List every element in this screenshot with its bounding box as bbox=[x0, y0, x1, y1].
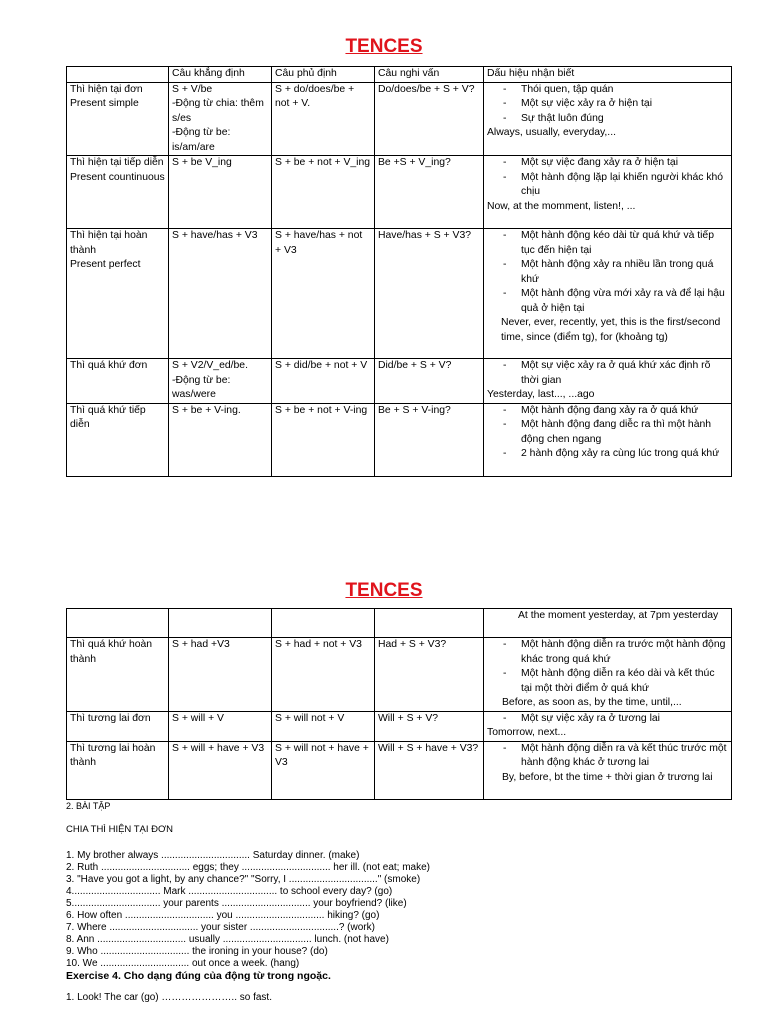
table-header-row bbox=[67, 67, 732, 83]
signals-cell bbox=[484, 359, 732, 404]
tense-name-cell bbox=[67, 711, 169, 741]
tense-name-cell-line: Thì hiện tại tiếp diễn bbox=[70, 157, 164, 168]
affirmative-cell-line: S + will + V bbox=[172, 712, 224, 724]
exercise-4-item: 1. Look! The car (go) ………………….. so fast. bbox=[66, 992, 272, 1003]
exercise-item: 3. "Have you got a light, by any chance?" "Sorry, I ................................" (smoke) bbox=[66, 874, 421, 885]
usage-item: - Một hành động diễn ra kéo dài và kết thúc tại một thời điểm ở quá khứ bbox=[521, 667, 728, 696]
negative-cell-line: S + be + not + V_ing bbox=[275, 157, 371, 168]
signal-words: Yesterday, last..., ...ago bbox=[487, 389, 595, 400]
affirmative-cell-line: -Động từ be: is/am/are bbox=[172, 127, 231, 153]
exercise-item: 6. How often ................................ you ................................ hiking? (go) bbox=[66, 910, 380, 921]
signals-cell bbox=[484, 403, 732, 476]
affirmative-cell bbox=[169, 741, 272, 799]
usage-item: - Một hành động xảy ra nhiều lần trong quá khứ bbox=[521, 258, 728, 287]
question-cell bbox=[375, 609, 484, 638]
question-cell bbox=[375, 741, 484, 799]
signals-cell bbox=[484, 609, 732, 638]
question-cell bbox=[375, 638, 484, 712]
negative-cell bbox=[272, 82, 375, 156]
header-cell bbox=[67, 67, 169, 83]
tenses-table-2 bbox=[66, 608, 732, 800]
usage-list bbox=[487, 712, 728, 727]
table-row bbox=[67, 638, 732, 712]
negative-cell-line: S + have/has + not + V3 bbox=[275, 230, 363, 256]
header-question: Câu nghi vấn bbox=[375, 67, 484, 83]
negative-cell-line: S + will not + have + V3 bbox=[275, 742, 369, 768]
usage-list bbox=[487, 404, 728, 462]
negative-cell-line: S + had + not + V3 bbox=[275, 639, 362, 650]
affirmative-cell bbox=[169, 82, 272, 156]
signal-words: Never, ever, recently, yet, this is the first/second time, since (điểm tg), for (khoảng tg) bbox=[501, 317, 721, 343]
table-row bbox=[67, 609, 732, 638]
negative-cell bbox=[272, 156, 375, 229]
tense-name-cell-line: Present countinuous bbox=[70, 171, 165, 183]
usage-list bbox=[487, 229, 728, 316]
negative-cell-line: S + will not + V bbox=[275, 712, 345, 724]
question-cell-line: Have/has + S + V3? bbox=[378, 230, 471, 241]
table-row bbox=[67, 741, 732, 799]
exercise-item: 4................................ Mark ................................ to school every day? (go) bbox=[66, 886, 393, 897]
tense-name-cell bbox=[67, 741, 169, 799]
negative-cell bbox=[272, 403, 375, 476]
signal-words: At the moment yesterday, at 7pm yesterday bbox=[518, 610, 719, 621]
usage-item: - Một hành động đang diễc ra thì một hành động chen ngang bbox=[521, 418, 728, 447]
usage-item: - Thói quen, tập quán bbox=[521, 83, 728, 98]
tense-name-cell-line: Present perfect bbox=[70, 259, 141, 270]
exercise-item: 2. Ruth ................................ eggs; they ................................ her ill. (not eat; make) bbox=[66, 862, 431, 873]
signals-cell bbox=[484, 711, 732, 741]
tense-name-cell bbox=[67, 609, 169, 638]
affirmative-cell-line: S + be V_ing bbox=[172, 157, 232, 168]
exercise-4-title: Exercise 4. Cho dạng đúng của động từ trong ngoặc. bbox=[66, 970, 331, 982]
usage-list bbox=[487, 156, 728, 200]
signal-words: Before, as soon as, by the time, until,... bbox=[502, 697, 682, 708]
question-cell-line: Be +S + V_ing? bbox=[378, 157, 451, 168]
table-row bbox=[67, 229, 732, 359]
tense-name-cell-line: Thì hiện tại đơn bbox=[70, 83, 143, 95]
affirmative-cell bbox=[169, 711, 272, 741]
usage-list bbox=[487, 359, 728, 388]
signal-words: By, before, bt the time + thời gian ở trương lai bbox=[502, 771, 713, 783]
affirmative-cell-line: S + will + have + V3 bbox=[172, 742, 265, 754]
header-affirmative: Câu khẳng định bbox=[169, 67, 272, 83]
tense-name-cell bbox=[67, 229, 169, 359]
exercise-section bbox=[66, 800, 746, 1004]
question-cell-line: Had + S + V3? bbox=[378, 639, 447, 650]
question-cell bbox=[375, 82, 484, 156]
usage-item: - Một hành động lặp lại khiến người khác khó chịu bbox=[521, 171, 728, 200]
affirmative-cell-line: S + had +V3 bbox=[172, 639, 230, 650]
negative-cell bbox=[272, 609, 375, 638]
tense-name-cell bbox=[67, 359, 169, 404]
exercise-item: 1. My brother always ................................ Saturday dinner. (make) bbox=[66, 850, 360, 861]
section-heading: 2. BÀI TẬP bbox=[66, 801, 111, 811]
affirmative-cell-line: S + V/be bbox=[172, 83, 213, 95]
exercise-item: 5................................ your parents ................................ your boyfriend? (like) bbox=[66, 898, 407, 909]
tense-name-cell-line: Thì tương lai hoàn thành bbox=[70, 742, 156, 768]
question-cell-line: Be + S + V-ing? bbox=[378, 404, 451, 416]
table-row bbox=[67, 403, 732, 476]
affirmative-cell bbox=[169, 638, 272, 712]
negative-cell bbox=[272, 741, 375, 799]
question-cell bbox=[375, 711, 484, 741]
signal-words: Tomorrow, next... bbox=[487, 727, 567, 738]
negative-cell-line: S + be + not + V-ing bbox=[275, 404, 368, 416]
question-cell-line: Do/does/be + S + V? bbox=[378, 83, 475, 95]
affirmative-cell-line: -Động từ be: was/were bbox=[172, 374, 231, 400]
exercise-item: 8. Ann ................................ usually ................................ lunch. (not have) bbox=[66, 934, 389, 945]
affirmative-cell bbox=[169, 156, 272, 229]
tense-name-cell bbox=[67, 82, 169, 156]
tense-name-cell-line: Thì tương lai đơn bbox=[70, 712, 151, 724]
usage-item: - Một hành động diễn ra và kết thúc trước một hành động khác ở tương lai bbox=[521, 742, 728, 771]
affirmative-cell-line: S + be + V-ing. bbox=[172, 404, 241, 416]
affirmative-cell-line: S + V2/V_ed/be. bbox=[172, 360, 248, 371]
table-row bbox=[67, 711, 732, 741]
page-title-2: TENCES bbox=[345, 580, 423, 601]
tense-name-cell bbox=[67, 403, 169, 476]
negative-cell bbox=[272, 359, 375, 404]
usage-list bbox=[487, 83, 728, 127]
question-cell bbox=[375, 229, 484, 359]
usage-item: - Một hành động vừa mới xảy ra và để lại hậu quả ở hiện tại bbox=[521, 287, 728, 316]
tense-name-cell bbox=[67, 638, 169, 712]
page-title: TENCES bbox=[345, 36, 423, 57]
signal-words: Now, at the momment, listen!, ... bbox=[487, 200, 636, 212]
signals-cell bbox=[484, 638, 732, 712]
question-cell bbox=[375, 359, 484, 404]
table-row bbox=[67, 156, 732, 229]
negative-cell-line: S + do/does/be + not + V. bbox=[275, 83, 355, 109]
header-signals: Dấu hiệu nhận biết bbox=[484, 67, 732, 83]
usage-item: - Một sự việc đang xảy ra ở hiện tại bbox=[521, 156, 728, 171]
question-cell-line: Did/be + S + V? bbox=[378, 360, 452, 371]
question-cell bbox=[375, 156, 484, 229]
tense-name-cell bbox=[67, 156, 169, 229]
tense-name-cell-line: Thì quá khứ đơn bbox=[70, 360, 148, 371]
affirmative-cell bbox=[169, 403, 272, 476]
negative-cell bbox=[272, 638, 375, 712]
negative-cell bbox=[272, 711, 375, 741]
usage-item: - Một sự việc xảy ra ở tương lai bbox=[521, 712, 728, 727]
header-negative: Câu phủ định bbox=[272, 67, 375, 83]
signals-cell bbox=[484, 82, 732, 156]
usage-item: - 2 hành động xảy ra cùng lúc trong quá khứ bbox=[521, 447, 728, 462]
negative-cell-line: S + did/be + not + V bbox=[275, 360, 368, 371]
usage-item: - Một sự việc xảy ra ở quá khứ xác định rõ thời gian bbox=[521, 359, 728, 388]
question-cell-line: Will + S + have + V3? bbox=[378, 742, 479, 754]
exercise-subheading: CHIA THÌ HIỆN TẠI ĐƠN bbox=[66, 824, 174, 835]
exercise-item: 10. We ................................ out once a week. (hang) bbox=[66, 958, 300, 969]
usage-list bbox=[487, 638, 728, 696]
tense-name-cell-line: Present simple bbox=[70, 98, 139, 109]
table-row bbox=[67, 82, 732, 156]
affirmative-cell-line: S + have/has + V3 bbox=[172, 230, 258, 241]
tenses-table-1 bbox=[66, 66, 732, 477]
affirmative-cell bbox=[169, 359, 272, 404]
usage-item: - Một hành động kéo dài từ quá khứ và tiếp tục đến hiện tại bbox=[521, 229, 728, 258]
exercise-item: 7. Where ................................ your sister ................................? (work) bbox=[66, 922, 375, 933]
question-cell bbox=[375, 403, 484, 476]
affirmative-cell bbox=[169, 229, 272, 359]
signals-cell bbox=[484, 229, 732, 359]
usage-item: - Một hành động đang xảy ra ở quá khứ bbox=[521, 404, 728, 419]
exercise-list bbox=[66, 850, 746, 970]
tense-name-cell-line: Thì hiện tại hoàn thành bbox=[70, 230, 148, 256]
usage-item: - Sự thật luôn đúng bbox=[521, 112, 728, 127]
table-row bbox=[67, 359, 732, 404]
negative-cell bbox=[272, 229, 375, 359]
signals-cell bbox=[484, 156, 732, 229]
signals-cell bbox=[484, 741, 732, 799]
signal-words: Always, usually, everyday,... bbox=[487, 127, 616, 138]
usage-item: - Một hành động diễn ra trước một hành động khác trong quá khứ bbox=[521, 638, 728, 667]
tense-name-cell-line: Thì quá khứ tiếp diễn bbox=[70, 404, 146, 430]
affirmative-cell bbox=[169, 609, 272, 638]
exercise-item: 9. Who ................................ the ironing in your house? (do) bbox=[66, 946, 328, 957]
affirmative-cell-line: -Động từ chia: thêm s/es bbox=[172, 98, 264, 124]
usage-item: - Một sự việc xảy ra ở hiện tại bbox=[521, 97, 728, 112]
question-cell-line: Will + S + V? bbox=[378, 712, 439, 724]
usage-list bbox=[487, 742, 728, 771]
tense-name-cell-line: Thì quá khứ hoàn thành bbox=[70, 639, 153, 665]
